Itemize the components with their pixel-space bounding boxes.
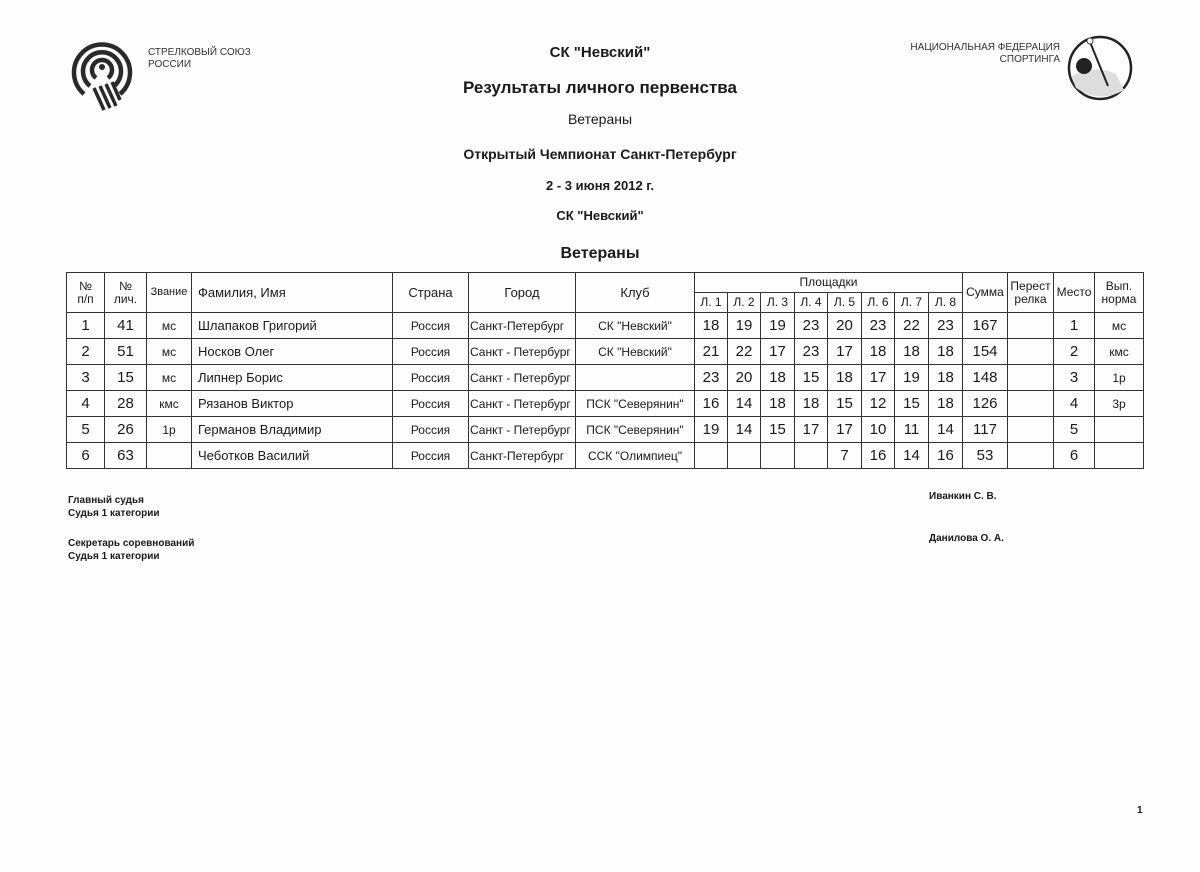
cell-range-4: 15 <box>795 365 828 391</box>
cell-id: 41 <box>105 313 147 339</box>
cell-place: 1 <box>1054 313 1095 339</box>
cell-name: Липнер Борис <box>192 365 393 391</box>
right-org-line-2: СПОРТИНГА <box>999 54 1060 65</box>
cell-place: 3 <box>1054 365 1095 391</box>
official-name: Данилова О. А. <box>929 533 1004 544</box>
col-ranges-group: Площадки <box>695 273 963 293</box>
right-org-line-1: НАЦИОНАЛЬНАЯ ФЕДЕРАЦИЯ <box>910 42 1060 53</box>
cell-num: 4 <box>67 391 105 417</box>
cell-norm: кмс <box>1095 339 1144 365</box>
col-total: Сумма <box>963 273 1008 313</box>
official-name: Иванкин С. В. <box>929 491 997 502</box>
cell-num: 1 <box>67 313 105 339</box>
cell-club: ССК "Олимпиец" <box>576 443 695 469</box>
col-range-5: Л. 5 <box>828 293 862 313</box>
cell-range-6: 10 <box>862 417 895 443</box>
table-row <box>67 417 1144 443</box>
cell-norm: мс <box>1095 313 1144 339</box>
cell-rank: мс <box>147 313 192 339</box>
cell-range-2: 19 <box>728 313 761 339</box>
cell-range-4: 17 <box>795 417 828 443</box>
cell-norm <box>1095 417 1144 443</box>
cell-name: Чеботков Василий <box>192 443 393 469</box>
cell-club: ПСК "Северянин" <box>576 417 695 443</box>
cell-city: Санкт - Петербург <box>469 391 576 417</box>
col-range-3: Л. 3 <box>761 293 795 313</box>
cell-range-1: 23 <box>695 365 728 391</box>
cell-id: 28 <box>105 391 147 417</box>
left-org-line-2: РОССИИ <box>148 59 192 70</box>
cell-total: 126 <box>963 391 1008 417</box>
cell-country: Россия <box>393 313 469 339</box>
cell-range-3 <box>761 443 795 469</box>
cell-country: Россия <box>393 417 469 443</box>
cell-range-5: 17 <box>828 339 862 365</box>
cell-range-6: 23 <box>862 313 895 339</box>
cell-range-8: 18 <box>929 365 963 391</box>
cell-range-3: 15 <box>761 417 795 443</box>
table-header-row <box>67 273 1144 293</box>
cell-shootoff <box>1008 365 1054 391</box>
cell-shootoff <box>1008 391 1054 417</box>
cell-range-4: 18 <box>795 391 828 417</box>
cell-rank: мс <box>147 339 192 365</box>
cell-range-4 <box>795 443 828 469</box>
cell-total: 148 <box>963 365 1008 391</box>
cell-total: 53 <box>963 443 1008 469</box>
cell-range-7: 22 <box>895 313 929 339</box>
cell-shootoff <box>1008 443 1054 469</box>
cell-range-1: 16 <box>695 391 728 417</box>
cell-range-4: 23 <box>795 339 828 365</box>
col-country: Страна <box>393 273 469 313</box>
cell-place: 6 <box>1054 443 1095 469</box>
cell-range-8: 16 <box>929 443 963 469</box>
cell-range-1 <box>695 443 728 469</box>
col-range-8: Л. 8 <box>929 293 963 313</box>
cell-rank <box>147 443 192 469</box>
cell-range-5: 15 <box>828 391 862 417</box>
cell-city: Санкт - Петербург <box>469 339 576 365</box>
category-subtitle: Ветераны <box>567 111 633 127</box>
cell-rank: мс <box>147 365 192 391</box>
cell-range-7: 15 <box>895 391 929 417</box>
cell-range-8: 18 <box>929 391 963 417</box>
cell-country: Россия <box>393 391 469 417</box>
table-row <box>67 443 1144 469</box>
table-row <box>67 313 1144 339</box>
cell-range-2: 20 <box>728 365 761 391</box>
cell-range-6: 18 <box>862 339 895 365</box>
col-range-2: Л. 2 <box>728 293 761 313</box>
cell-country: Россия <box>393 339 469 365</box>
cell-range-2: 14 <box>728 391 761 417</box>
cell-name: Носков Олег <box>192 339 393 365</box>
event-dates: 2 - 3 июня 2012 г. <box>545 178 655 193</box>
cell-norm <box>1095 443 1144 469</box>
col-shootoff: Перест релка <box>1008 273 1054 313</box>
cell-range-3: 18 <box>761 365 795 391</box>
cell-rank: кмс <box>147 391 192 417</box>
cell-club: ПСК "Северянин" <box>576 391 695 417</box>
cell-range-8: 23 <box>929 313 963 339</box>
cell-id: 51 <box>105 339 147 365</box>
cell-range-5: 20 <box>828 313 862 339</box>
cell-shootoff <box>1008 339 1054 365</box>
official-role: Главный судья <box>68 495 144 506</box>
cell-name: Германов Владимир <box>192 417 393 443</box>
cell-num: 6 <box>67 443 105 469</box>
cell-total: 167 <box>963 313 1008 339</box>
official-chief-judge <box>68 494 160 520</box>
cell-country: Россия <box>393 443 469 469</box>
cell-place: 5 <box>1054 417 1095 443</box>
cell-range-3: 18 <box>761 391 795 417</box>
page-title: Результаты личного первенства <box>463 78 737 97</box>
cell-range-4: 23 <box>795 313 828 339</box>
official-category: Судья 1 категории <box>68 551 160 562</box>
col-range-4: Л. 4 <box>795 293 828 313</box>
col-norm: Вып. норма <box>1095 273 1144 313</box>
event-venue: СК "Невский" <box>556 208 644 223</box>
cell-id: 26 <box>105 417 147 443</box>
cell-club: СК "Невский" <box>576 313 695 339</box>
cell-num: 3 <box>67 365 105 391</box>
cell-shootoff <box>1008 313 1054 339</box>
cell-name: Рязанов Виктор <box>192 391 393 417</box>
official-role: Секретарь соревнований <box>68 538 195 549</box>
cell-range-2 <box>728 443 761 469</box>
col-city: Город <box>469 273 576 313</box>
cell-shootoff <box>1008 417 1054 443</box>
cell-range-8: 18 <box>929 339 963 365</box>
cell-range-1: 21 <box>695 339 728 365</box>
official-category: Судья 1 категории <box>68 508 160 519</box>
col-id: № лич. <box>105 273 147 313</box>
cell-club: СК "Невский" <box>576 339 695 365</box>
cell-range-6: 17 <box>862 365 895 391</box>
col-range-1: Л. 1 <box>695 293 728 313</box>
host-title: СК "Невский" <box>549 44 651 61</box>
cell-norm: 1р <box>1095 365 1144 391</box>
cell-club <box>576 365 695 391</box>
cell-range-5: 18 <box>828 365 862 391</box>
cell-norm: 3р <box>1095 391 1144 417</box>
cell-range-1: 19 <box>695 417 728 443</box>
cell-range-6: 12 <box>862 391 895 417</box>
cell-range-7: 14 <box>895 443 929 469</box>
cell-total: 117 <box>963 417 1008 443</box>
col-place: Место <box>1054 273 1095 313</box>
cell-rank: 1р <box>147 417 192 443</box>
cell-city: Санкт-Петербург <box>469 443 576 469</box>
table-row <box>67 391 1144 417</box>
page-number: 1 <box>1137 805 1143 816</box>
cell-city: Санкт - Петербург <box>469 417 576 443</box>
cell-range-7: 11 <box>895 417 929 443</box>
cell-city: Санкт-Петербург <box>469 313 576 339</box>
cell-total: 154 <box>963 339 1008 365</box>
section-title: Ветераны <box>560 245 640 262</box>
cell-range-8: 14 <box>929 417 963 443</box>
cell-place: 2 <box>1054 339 1095 365</box>
cell-place: 4 <box>1054 391 1095 417</box>
table-row <box>67 365 1144 391</box>
table-row <box>67 339 1144 365</box>
cell-range-1: 18 <box>695 313 728 339</box>
col-num: № п/п <box>67 273 105 313</box>
cell-range-7: 19 <box>895 365 929 391</box>
cell-range-3: 17 <box>761 339 795 365</box>
cell-range-3: 19 <box>761 313 795 339</box>
cell-range-2: 22 <box>728 339 761 365</box>
cell-city: Санкт - Петербург <box>469 365 576 391</box>
cell-id: 15 <box>105 365 147 391</box>
col-range-7: Л. 7 <box>895 293 929 313</box>
col-club: Клуб <box>576 273 695 313</box>
col-name: Фамилия, Имя <box>192 273 393 313</box>
col-range-6: Л. 6 <box>862 293 895 313</box>
cell-range-7: 18 <box>895 339 929 365</box>
cell-range-2: 14 <box>728 417 761 443</box>
col-rank: Звание <box>147 273 192 313</box>
cell-name: Шлапаков Григорий <box>192 313 393 339</box>
event-title: Открытый Чемпионат Санкт-Петербург <box>463 146 737 162</box>
official-secretary <box>68 537 194 563</box>
cell-num: 2 <box>67 339 105 365</box>
cell-country: Россия <box>393 365 469 391</box>
cell-id: 63 <box>105 443 147 469</box>
left-org-line-1: СТРЕЛКОВЫЙ СОЮЗ <box>148 47 251 58</box>
cell-num: 5 <box>67 417 105 443</box>
results-table <box>66 272 1144 469</box>
cell-range-6: 16 <box>862 443 895 469</box>
cell-range-5: 7 <box>828 443 862 469</box>
cell-range-5: 17 <box>828 417 862 443</box>
